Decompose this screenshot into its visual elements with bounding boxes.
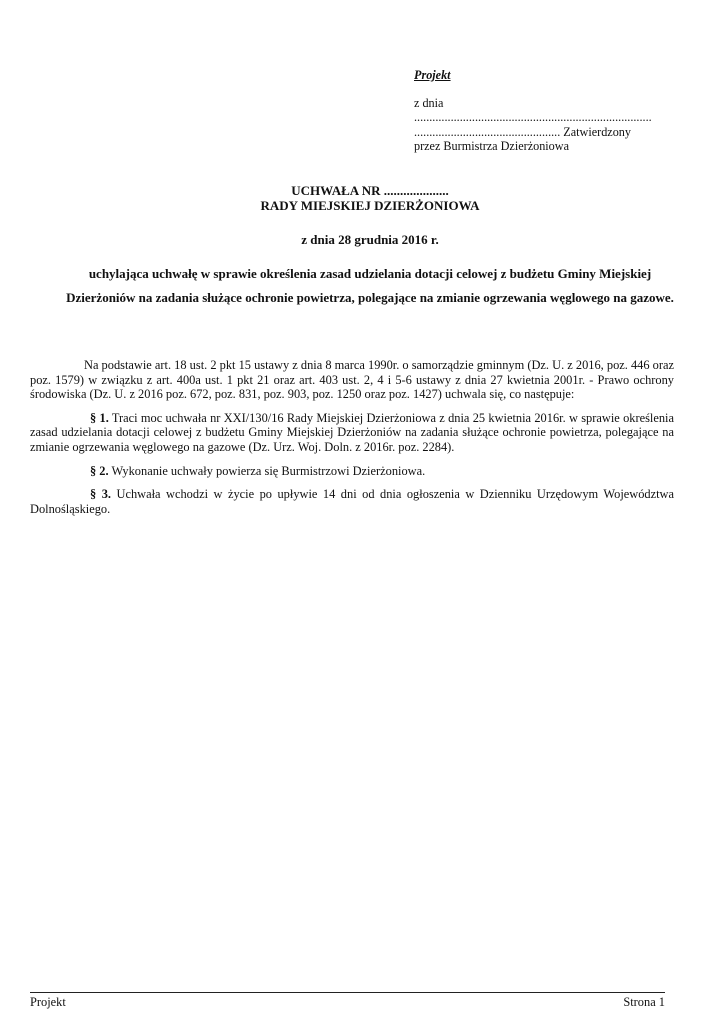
page-number: Strona 1 [623, 995, 665, 1009]
date-dots-line: .............................................................................. [414, 110, 652, 124]
resolution-number: UCHWAŁA NR .................... [291, 183, 449, 198]
section-1 [30, 411, 674, 455]
resolution-body [30, 358, 675, 525]
resolution-subject: uchylająca uchwałę w sprawie określenia zasad udzielania dotacji celowej z budżetu Gminy Miejskiej Dzierżoniów na zadania służące ochronie powietrza, polegające na zmianie ogrzewania węglowego na gazowe. [66, 266, 674, 305]
date-prefix: z dnia [414, 95, 444, 110]
section-3-number: § 3. [90, 487, 111, 502]
resolution-title [30, 183, 710, 213]
section-2 [30, 464, 674, 479]
approved-by: przez Burmistrza Dzierżoniowa [414, 139, 569, 153]
section-1-text: Traci moc uchwała nr XXI/130/16 Rady Miejskiej Dzierżoniowa z dnia 25 kwietnia 2016r. w sprawie określenia zasad udzielania dotacji celowej z budżetu Gminy Miejskiej Dzierżoniów na zadania służące ochronie powietrza, polegające na zmianie ogrzewania węglowego na gazowe (Dz. Urz. Woj. Doln. z 2016r. poz. 2284). [30, 410, 674, 454]
preamble-paragraph [30, 358, 674, 402]
footer-left: Projekt [30, 995, 66, 1009]
section-3 [30, 487, 674, 516]
council-name: RADY MIEJSKIEJ DZIERŻONIOWA [260, 198, 480, 213]
footer-divider [30, 992, 665, 993]
preamble-text: Na podstawie art. 18 ust. 2 pkt 15 ustawy z dnia 8 marca 1990r. o samorządzie gminnym (Dz. U. z 2016, poz. 446 oraz poz. 1579) w związku z art. 400a ust. 1 pkt 21 oraz art. 403 ust. 2, 4 i 5-6 ustawy z dnia 27 kwietnia 2001r. - Prawo ochrony środowiska (Dz. U. z 2016 poz. 672, poz. 831, poz. 903, poz. 1250 oraz poz. 1427) uchwala się, co następuje: [30, 358, 674, 402]
approval-dots-line: ................................................ Zatwierdzony [414, 124, 631, 139]
section-3-text: Uchwała wchodzi w życie po upływie 14 dni od dnia ogłoszenia w Dzienniku Urzędowym Województwa Dolnośląskiego. [30, 487, 675, 516]
header-block [414, 68, 674, 154]
section-1-number: § 1. [90, 410, 109, 425]
section-2-text: Wykonanie uchwały powierza się Burmistrzowi Dzierżoniowa. [108, 463, 426, 478]
project-label: Projekt [414, 68, 451, 82]
resolution-date: z dnia 28 grudnia 2016 r. [301, 232, 439, 247]
section-2-number: § 2. [90, 463, 109, 478]
